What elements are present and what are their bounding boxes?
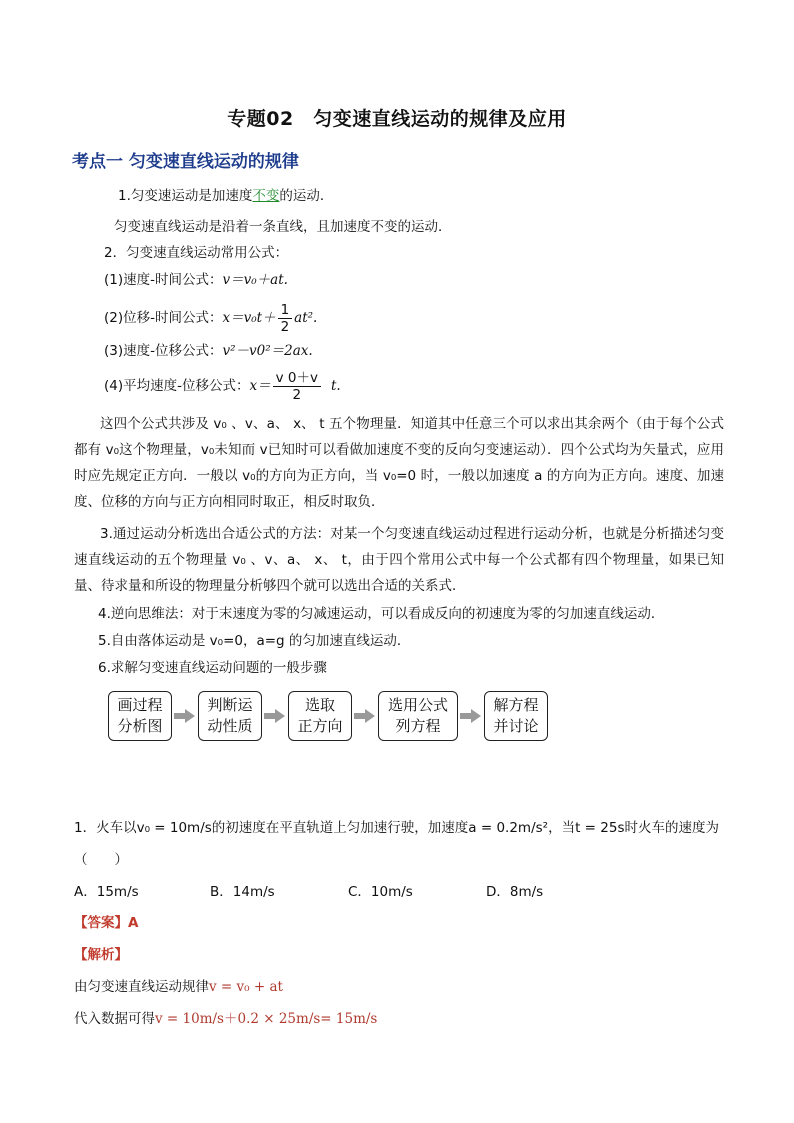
option-a: A．15m/s	[74, 884, 139, 900]
analysis-label	[74, 943, 128, 963]
fraction-denominator: 2	[280, 318, 290, 335]
fraction-average	[273, 370, 321, 403]
point-5: 5.自由落体运动是 v₀=0，a=g 的匀加速直线运动．	[98, 633, 411, 649]
analysis-line-1	[74, 975, 283, 995]
section-heading: 考点一 匀变速直线运动的规律	[72, 152, 299, 172]
flow-step-line: 分析图	[117, 717, 163, 735]
option-c: C．10m/s	[348, 884, 413, 900]
highlight-text: 不变	[252, 188, 280, 204]
formula-2-pre: x＝v₀t＋	[222, 310, 276, 326]
formula-4	[104, 366, 341, 406]
formula-2-label: (2)位移-时间公式：	[104, 310, 223, 326]
fraction-numerator: v 0＋v	[273, 370, 321, 387]
point-1	[118, 186, 333, 206]
flowchart	[108, 690, 548, 742]
flow-step-line: 列方程	[395, 717, 441, 735]
flow-step-line: 并讨论	[493, 717, 539, 735]
flow-step-2	[198, 691, 262, 741]
flow-step-1	[108, 691, 172, 741]
question-stem: 1．火车以v₀ = 10m/s的初速度在平直轨道上匀加速行驶，加速度a = 0.2m/s²，当t = 25s时火车的速度为	[74, 820, 719, 836]
point-4: 4.逆向思维法：对于末速度为零的匀减速运动，可以看成反向的初速度为零的匀加速直线运动．	[98, 606, 665, 622]
formula-2-post: at².	[294, 310, 318, 326]
formula-4-label: (4)平均速度-位移公式：	[104, 378, 250, 394]
fraction-denominator: 2	[292, 386, 302, 403]
flow-step-5	[484, 691, 548, 741]
formula-1	[104, 270, 288, 290]
answer-line	[74, 911, 138, 931]
flow-step-line: 正方向	[297, 717, 343, 735]
paragraph-description: 这四个公式共涉及 v₀ 、v、a、 x、 t 五个物理量．知道其中任意三个可以求出其余两个（由于每个公式都有 v₀这个物理量，v₀未知而 v已知时可以看做加速度不变的反向匀变速运动）．四个公式均为矢量式，应用时应先规定正方向．一般以 v₀的方向为正方向，当 v₀=0 时，一般以加速度 a 的方向为正方向。速度、加速度、位移的方向与正方向相同时取正，相反时取负．	[74, 416, 724, 510]
arrow-right-icon	[460, 709, 482, 723]
arrow-right-icon	[354, 709, 376, 723]
option-b: B．14m/s	[210, 884, 275, 900]
formula-1-label: (1)速度-时间公式：	[104, 272, 223, 288]
flow-step-3	[288, 691, 352, 741]
point-2: 2．匀变速直线运动常用公式：	[104, 245, 289, 261]
question-blank: （ ）	[74, 852, 128, 868]
flow-step-4	[378, 691, 458, 741]
paragraph-method: 3.通过运动分析选出合适公式的方法：对某一个匀变速直线运动过程进行运动分析，也就是分析描述匀变速直线运动的五个物理量 v₀ 、v、a、 x、 t，由于四个常用公式中每一个公式都有四个物理量，如果已知量、待求量和所设的物理量分析够四个就可以选出合适的关系式．	[74, 526, 724, 594]
point-1-post: 的运动．	[279, 188, 334, 204]
point-1-sub: 匀变速直线运动是沿着一条直线，且加速度不变的运动．	[114, 219, 452, 235]
analysis-line-2	[74, 1007, 377, 1027]
formula-4-post: t.	[330, 378, 341, 394]
flow-step-line: 选取	[304, 696, 335, 714]
page-title: 专题02 匀变速直线运动的规律及应用	[227, 108, 567, 130]
answer-label: 【答案】	[74, 915, 128, 931]
analysis-2-text: 代入数据可得	[74, 1011, 155, 1027]
option-d: D．8m/s	[486, 884, 544, 900]
point-1-pre: 1.匀变速运动是加速度	[118, 188, 253, 204]
formula-1-expr: v＝v₀＋at.	[222, 272, 288, 288]
formula-3	[104, 341, 313, 361]
fraction-half	[278, 302, 293, 335]
flow-step-line: 解方程	[493, 696, 539, 714]
formula-3-label: (3)速度-位移公式：	[104, 343, 223, 359]
point-6: 6.求解匀变速直线运动问题的一般步骤	[98, 660, 327, 676]
formula-3-expr: v²－v0²＝2ax.	[222, 343, 313, 359]
arrow-right-icon	[174, 709, 196, 723]
analysis-1-text: 由匀变速直线运动规律	[74, 979, 209, 995]
flow-step-line: 选用公式	[387, 696, 448, 714]
analysis-tag: 【解析】	[74, 947, 128, 963]
analysis-2-math: v = 10m/s＋0.2 × 25m/s= 15m/s	[155, 1011, 378, 1027]
flow-step-line: 判断运	[207, 696, 253, 714]
answer-value: A	[128, 915, 139, 931]
formula-4-pre: x＝	[249, 378, 271, 394]
flow-step-line: 动性质	[207, 717, 253, 735]
arrow-right-icon	[264, 709, 286, 723]
formula-2	[104, 298, 317, 338]
analysis-1-math: v = v₀ + at	[209, 979, 283, 995]
flow-step-line: 画过程	[117, 696, 163, 714]
fraction-numerator: 1	[278, 302, 293, 319]
